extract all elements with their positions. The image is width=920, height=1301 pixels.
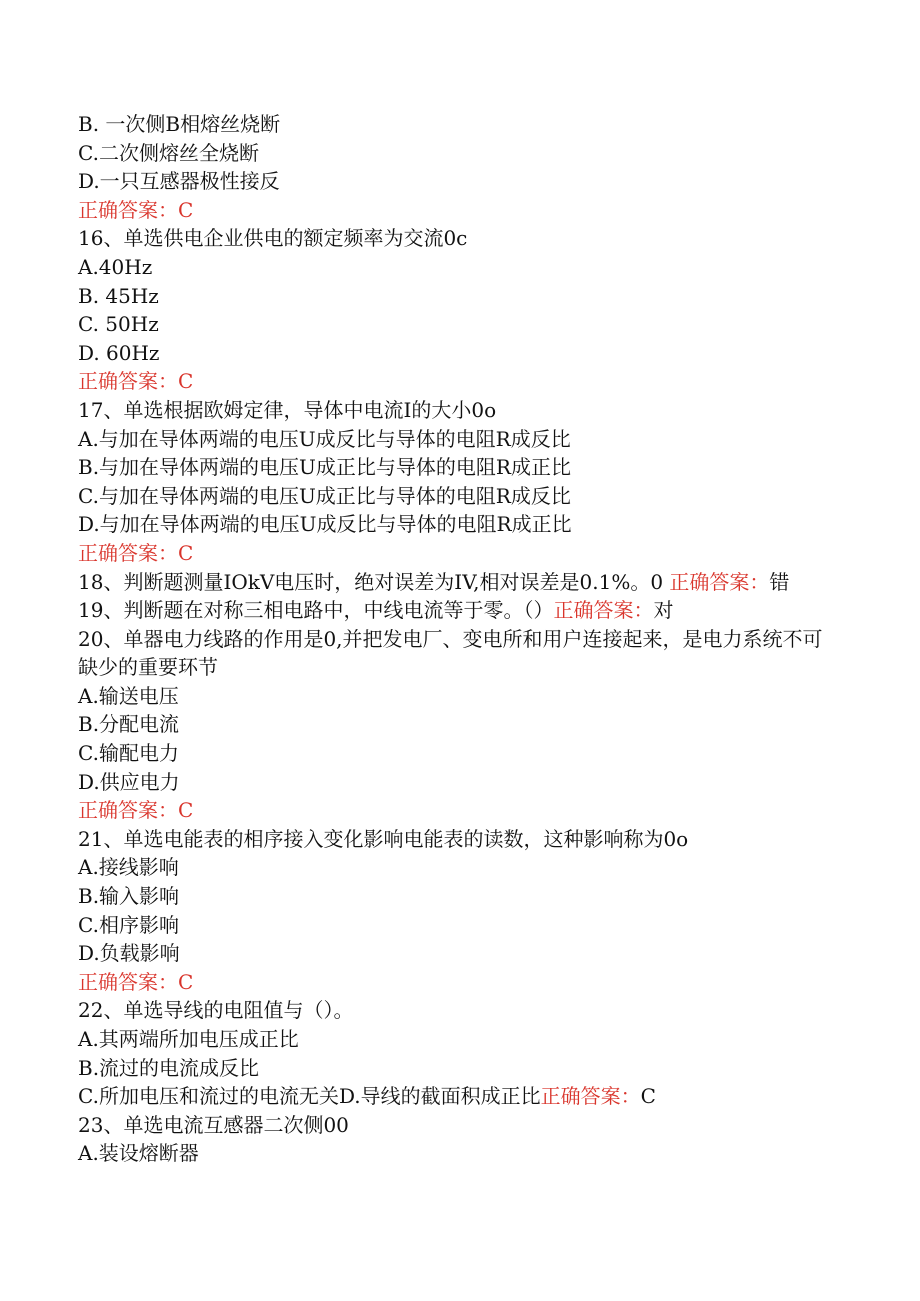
option-a-line: [78, 1025, 838, 1054]
answer-label: 正确答案：: [78, 540, 178, 565]
answer-value: C: [178, 798, 194, 823]
answer-value: 对: [653, 598, 674, 623]
answer-label: 正确答案：: [78, 369, 178, 394]
option-text: C.输配电力: [78, 741, 179, 766]
option-a-line: [78, 853, 838, 882]
option-d-line: [78, 768, 838, 797]
option-text: D.与加在导体两端的电压U成反比与导体的电阻R成正比: [78, 512, 572, 537]
option-b-line: [78, 453, 838, 482]
option-text: C.相序影响: [78, 912, 179, 937]
question-text: 19、判断题在对称三相电路中，中线电流等于零。（）: [78, 598, 554, 623]
answer-label: 正确答案：: [78, 798, 178, 823]
option-text: B.流过的电流成反比: [78, 1055, 260, 1080]
answer-label: 正确答案：: [669, 569, 770, 594]
answer-label: 正确答案：: [78, 197, 178, 222]
option-cd-line: [78, 1082, 838, 1111]
option-text: D.一只互感器极性接反: [78, 169, 280, 194]
answer-line: [78, 796, 838, 825]
option-d-line: [78, 510, 838, 539]
option-b-line: [78, 1054, 838, 1083]
option-text: A.接线影响: [78, 855, 179, 880]
option-c-line: [78, 482, 838, 511]
answer-line: [78, 968, 838, 997]
option-d-line: [78, 339, 838, 368]
option-c-line: [78, 911, 838, 940]
option-text: C.所加电压和流过的电流无关D.导线的截面积成正比: [78, 1084, 541, 1109]
option-c-line: [78, 139, 838, 168]
option-text: C.与加在导体两端的电压U成正比与导体的电阻R成反比: [78, 483, 571, 508]
option-text: D. 60Hz: [78, 340, 160, 365]
option-a-line: [78, 425, 838, 454]
question-19-line: [78, 596, 838, 625]
option-text: A.与加在导体两端的电压U成反比与导体的电阻R成反比: [78, 426, 571, 451]
option-text: B. 45Hz: [78, 283, 159, 308]
answer-label: 正确答案：: [540, 1084, 641, 1109]
question-22-line: [78, 996, 838, 1025]
question-16-line: [78, 224, 838, 253]
answer-line: [78, 539, 838, 568]
option-text: B.输入影响: [78, 884, 180, 909]
question-text: 23、单选电流互感器二次侧00: [78, 1112, 349, 1137]
option-b-line: [78, 110, 838, 139]
option-c-line: [78, 739, 838, 768]
answer-line: [78, 196, 838, 225]
answer-line: [78, 367, 838, 396]
question-23-line: [78, 1111, 838, 1140]
option-d-line: [78, 167, 838, 196]
option-text: A.装设熔断器: [78, 1141, 199, 1166]
option-text: D.供应电力: [78, 769, 180, 794]
answer-value: 错: [769, 569, 790, 594]
answer-value: C: [178, 369, 194, 394]
answer-label: 正确答案：: [553, 598, 654, 623]
option-text: B. 一次侧B相熔丝烧断: [78, 112, 281, 136]
option-text: C.二次侧熔丝全烧断: [78, 140, 259, 165]
option-b-line: [78, 882, 838, 911]
option-text: A.其两端所加电压成正比: [78, 1027, 299, 1051]
option-text: A.输送电压: [78, 683, 179, 708]
option-text: B.分配电流: [78, 712, 180, 737]
option-a-line: [78, 682, 838, 711]
option-text: D.负载影响: [78, 941, 180, 966]
answer-value: C: [640, 1084, 656, 1109]
question-content: [78, 110, 838, 1168]
question-text: 16、单选供电企业供电的额定频率为交流0c: [78, 226, 468, 251]
option-a-line: [78, 1139, 838, 1168]
question-text: 18、判断题测量IOkV电压时，绝对误差为IV,相对误差是0.1%。0: [78, 569, 670, 594]
option-text: A.40Hz: [78, 254, 153, 279]
question-text: 20、单器电力线路的作用是0,并把发电厂、变电所和用户连接起来，是电力系统不可缺少的重要环节: [78, 626, 823, 680]
option-b-line: [78, 282, 838, 311]
option-b-line: [78, 710, 838, 739]
option-d-line: [78, 939, 838, 968]
option-a-line: [78, 253, 838, 282]
question-text: 17、单选根据欧姆定律，导体中电流I的大小0o: [78, 397, 497, 422]
option-text: B.与加在导体两端的电压U成正比与导体的电阻R成正比: [78, 455, 571, 480]
option-c-line: [78, 310, 838, 339]
question-18-line: [78, 568, 838, 597]
answer-label: 正确答案：: [78, 969, 178, 994]
question-text: 22、单选导线的电阻值与（）。: [78, 998, 354, 1023]
answer-value: C: [178, 540, 194, 565]
question-text: 21、单选电能表的相序接入变化影响电能表的读数，这种影响称为0o: [78, 826, 689, 851]
question-21-line: [78, 825, 838, 854]
question-20-line: [78, 625, 838, 682]
answer-value: C: [178, 197, 194, 222]
answer-value: C: [178, 969, 194, 994]
question-17-line: [78, 396, 838, 425]
option-text: C. 50Hz: [78, 312, 159, 337]
